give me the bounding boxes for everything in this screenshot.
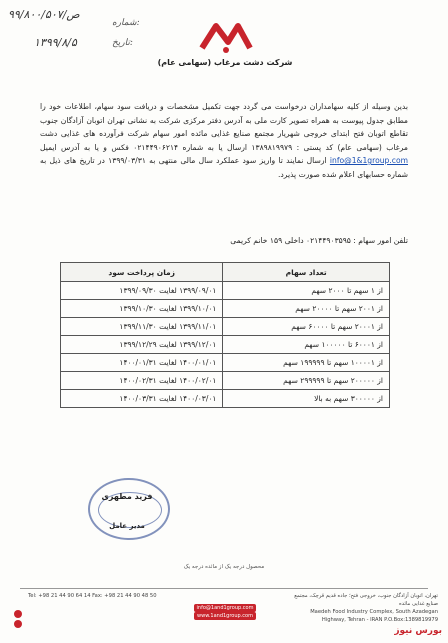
signatory-name: فرید مطهری [101,492,153,501]
table-cell: ۱۳۹۹/۱۲/۰۱ لغایت ۱۳۹۹/۱۲/۲۹ [61,336,223,354]
footer-phone: Tel: +98 21 44 90 64 14 Fax: +98 21 44 90 48 50 [28,593,157,599]
social-icon [14,610,22,618]
watermark: بورس نیوز [394,626,442,636]
signatory-title: مدیر عامل [109,522,145,530]
company-stamp-icon [88,478,170,540]
table-row [61,354,390,372]
footer-note: محصول درجه یک از مائده درجه یک [183,564,265,570]
footer-divider [20,588,428,589]
footer-emails [175,604,275,620]
footer-address [288,592,438,624]
company-name: شرکت دشت مرغاب (سهامی عام) [157,58,293,67]
letter-date-label: تاریخ: [112,38,133,48]
shareholder-phone: تلفن امور سهام : ۰۲۱۴۴۹۰۳۵۹۵ داخلی ۱۵۹ خانم کریمی [230,236,408,245]
table-cell: ۱۳۹۹/۱۰/۰۱ لغایت ۱۳۹۹/۱۰/۳۰ [61,300,223,318]
footer-address-en: Maedeh Food Industry Complex, South Azadegan Highway, Tehran - IRAN P.O.Box:1389819979 [310,609,438,623]
column-header-shares: تعداد سهام [223,263,390,282]
table-header-row [61,263,390,282]
company-logo-icon [198,20,254,54]
footer-email-1[interactable]: info@1and1group.com [194,604,257,612]
table-cell: ۱۴۰۰/۰۳/۰۱ لغایت ۱۴۰۰/۰۳/۳۱ [61,390,223,408]
body-paragraph-end: ارسال نمایند تا واریز سود عملکرد سال مالی منتهی به ۱۳۹۹/۰۳/۳۱ در تاریخ های ذیل به شماره حسابهای اعلام شده صورت پذیرد. [40,156,408,179]
footer-email-2[interactable]: www.1and1group.com [194,612,256,620]
table-cell: از ۶۰۰۰۱ تا ۱۰۰۰۰۰ سهم [223,336,390,354]
table-cell: ۱۳۹۹/۱۱/۰۱ لغایت ۱۳۹۹/۱۱/۳۰ [61,318,223,336]
dividend-schedule-table [60,262,390,408]
table-cell: از ۳۰۰۰۰۰ سهم به بالا [223,390,390,408]
table-row [61,390,390,408]
letter-number: ۹۹/ص/۸۰۰/۵۰۷ [8,8,80,21]
table-row [61,282,390,300]
social-icon [14,620,22,628]
table-cell: ۱۴۰۰/۰۱/۰۱ لغایت ۱۴۰۰/۰۱/۳۱ [61,354,223,372]
table-row [61,336,390,354]
table-cell: از ۱ سهم تا ۲۰۰۰ سهم [223,282,390,300]
social-icons [14,610,24,640]
table-row [61,372,390,390]
letter-date: ۱۳۹۹/۸/۵ [34,36,77,49]
table-row [61,318,390,336]
table-row [61,300,390,318]
table-cell: از ۲۰۰۰۱ سهم تا ۶۰۰۰۰ سهم [223,318,390,336]
table-cell: از ۱۰۰۰۰۱ سهم تا ۱۹۹۹۹۹ سهم [223,354,390,372]
table-cell: از ۲۰۰۱ سهم تا ۲۰۰۰۰ سهم [223,300,390,318]
email-link[interactable]: info@1&1group.com [329,156,408,165]
column-header-payment-time: زمان پرداخت سود [61,263,223,282]
table-cell: ۱۴۰۰/۰۲/۰۱ لغایت ۱۴۰۰/۰۲/۳۱ [61,372,223,390]
letter-body [40,100,408,181]
table-cell: از ۲۰۰۰۰۰ سهم تا ۲۹۹۹۹۹ سهم [223,372,390,390]
table-cell: ۱۳۹۹/۰۹/۰۱ لغایت ۱۳۹۹/۰۹/۳۰ [61,282,223,300]
footer-address-fa: تهران، اتوبان آزادگان جنوب، خروجی فتح؛ جاده قدیم قرچک، مجتمع صنایع غذایی مائده [294,593,438,607]
letter-number-label: شماره: [112,18,140,28]
body-paragraph: بدین وسیله از کلیه سهامداران درخواست می گردد جهت تکمیل مشخصات و دریافت سود سهام، اطلاعات خود را مطابق جدول پیوست به همراه تصویر کارت ملی به آدرس دفتر مرکزی شرکت به نشانی تهران اتوبان آزادگان جنوب تقاطع اتوبان فتح ابتدای خروجی شهریار مجتمع صنایع غذایی مائده امور سهام شرکت فرآورده های غذایی دشت مرغاب (سهامی عام) کد پستی : ۱۳۸۹۸۱۹۹۷۹ ارسال یا به شماره ۰۲۱۴۴۹۰۶۲۱۴ فکس و یا به آدرس ایمیل [40,102,408,152]
